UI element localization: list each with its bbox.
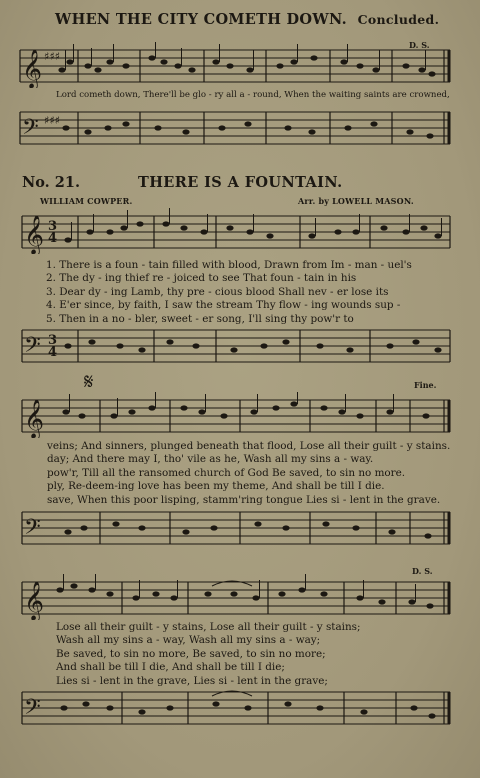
segno-sign: 𝄋 xyxy=(84,370,94,395)
svg-text:3: 3 xyxy=(48,219,58,234)
system3-verse-3: Be saved, to sin no more, Be saved, to sin no more; xyxy=(56,647,326,660)
system1-verse-5: 5. Then in a no - bler, sweet - er song, I'll sing thy pow'r to xyxy=(46,312,354,325)
svg-text:4: 4 xyxy=(48,231,58,246)
svg-text:𝄞: 𝄞 xyxy=(24,399,45,438)
system2-verse-4: ply, Re-deem-ing love has been my theme, And shall be till I die. xyxy=(47,480,385,493)
system1-verses xyxy=(46,259,412,326)
svg-text:𝄢: 𝄢 xyxy=(24,515,41,545)
system1-verse-2: 2. The dy - ing thief re - joiced to see That foun - tain in his xyxy=(46,272,357,285)
hymn-arranger: Arr. by LOWELL MASON. xyxy=(298,196,414,206)
system2-verse-1: veins; And sinners, plunged beneath that flood, Lose all their guilt - y stains. xyxy=(47,440,451,452)
section1-treble-staff xyxy=(18,42,454,88)
system3-verse-2: Wash all my sins a - way, Wash all my sins a - way; xyxy=(56,634,321,647)
continued-hymn-title xyxy=(55,11,439,28)
system1-treble-staff xyxy=(20,208,454,254)
system3-verse-5: Lies si - lent in the grave, Lies si - lent in the grave; xyxy=(56,674,328,687)
svg-text:𝄞: 𝄞 xyxy=(24,215,45,254)
svg-text:𝄞: 𝄞 xyxy=(22,49,43,88)
system3-verses xyxy=(56,621,361,688)
section1-bass-staff xyxy=(18,104,454,150)
system3-bass-staff xyxy=(20,684,454,730)
svg-text:♯♯♯: ♯♯♯ xyxy=(44,114,60,127)
system1-bass-staff xyxy=(20,322,454,368)
system1-verse-1: 1. There is a foun - tain filled with blood, Drawn from Im - man - uel's xyxy=(46,259,412,271)
hymn-author: WILLIAM COWPER. xyxy=(40,196,133,206)
svg-text:4: 4 xyxy=(48,345,58,360)
hymn-number: No. 21. xyxy=(22,174,80,191)
system3-verse-1: Lose all their guilt - y stains, Lose all their guilt - y stains; xyxy=(56,621,361,633)
system2-verses xyxy=(47,440,450,507)
system3-ds-marker: D. S. xyxy=(412,566,433,576)
system2-treble-staff xyxy=(20,392,454,438)
fine-marker: Fine. xyxy=(414,380,437,390)
concluded-label: Concluded. xyxy=(357,12,440,27)
hymn-title: THERE IS A FOUNTAIN. xyxy=(138,174,343,191)
system2-verse-5: save, When this poor lisping, stamm'ring tongue Lies si - lent in the grave. xyxy=(47,493,441,506)
svg-text:3: 3 xyxy=(48,333,58,348)
svg-text:𝄢: 𝄢 xyxy=(24,333,41,363)
system2-verse-2: day; And there may I, tho' vile as he, Wash all my sins a - way. xyxy=(47,453,374,466)
system1-verse-3: 3. Dear dy - ing Lamb, thy pre - cious blood Shall nev - er lose its xyxy=(46,285,389,298)
continued-title-text: WHEN THE CITY COMETH DOWN. xyxy=(55,11,347,28)
system2-bass-staff xyxy=(20,504,454,550)
system1-verse-4: 4. E'er since, by faith, I saw the stream Thy flow - ing wounds sup - xyxy=(46,299,401,312)
section1-lyric-line: Lord cometh down, There'll be glo - ry all a - round, When the waiting saints are crowned, xyxy=(56,90,450,100)
svg-text:𝄞: 𝄞 xyxy=(24,581,45,620)
svg-text:𝄢: 𝄢 xyxy=(24,695,41,725)
svg-text:♯♯♯: ♯♯♯ xyxy=(44,50,60,63)
system2-verse-3: pow'r, Till all the ransomed church of God Be saved, to sin no more. xyxy=(47,466,406,479)
system3-treble-staff xyxy=(20,574,454,620)
section1-ds-marker: D. S. xyxy=(409,40,430,50)
system3-verse-4: And shall be till I die, And shall be till I die; xyxy=(56,661,285,674)
svg-text:𝄢: 𝄢 xyxy=(22,115,39,145)
